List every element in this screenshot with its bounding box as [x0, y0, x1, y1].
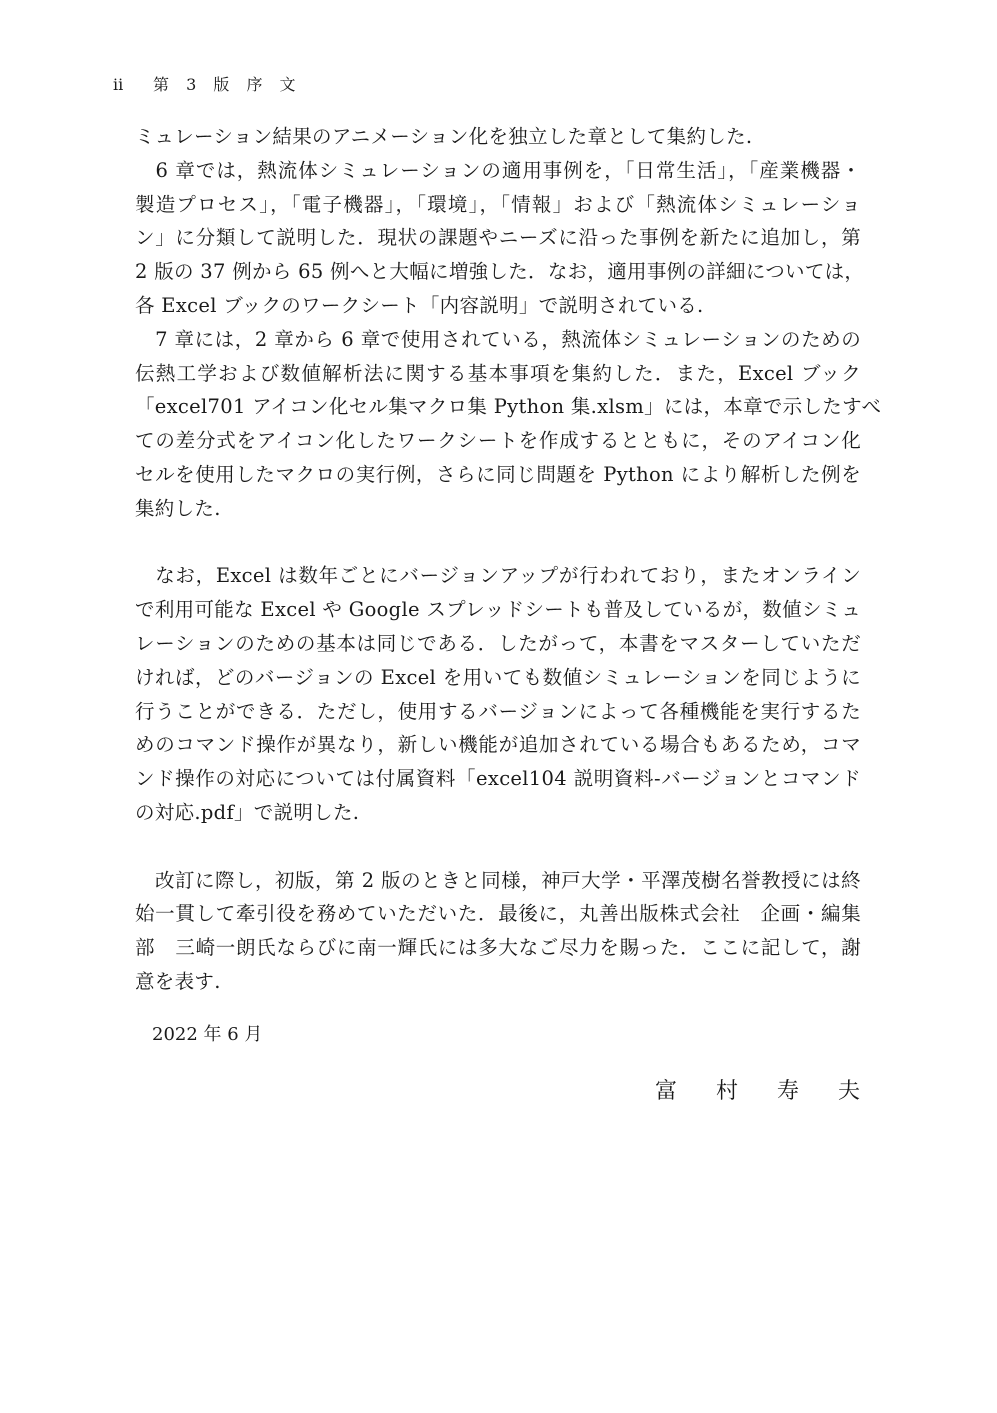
text-line: レーションのための基本は同じである．したがって，本書をマスターしていただ — [135, 631, 861, 655]
text-line: なお，Excel は数年ごとにバージョンアップが行われており，またオンライン — [135, 564, 861, 588]
text-line: ンド操作の対応については付属資料「excel104 説明資料-バージョンとコマンド — [135, 767, 861, 791]
text-line: ン」に分類して説明した．現状の課題やニーズに沿った事例を新たに追加し，第 — [135, 226, 861, 250]
paragraph-continuation — [135, 120, 861, 154]
text-line: 始一貫して牽引役を務めていただいた．最後に，丸善出版株式会社 企画・編集 — [135, 902, 861, 926]
text-line: 7 章には，2 章から 6 章で使用されている，熱流体シミュレーションのための — [135, 327, 861, 351]
text-line: ての差分式をアイコン化したワークシートを作成するとともに，そのアイコン化 — [135, 429, 861, 453]
paragraph-chapter7 — [135, 323, 882, 526]
author-signature: 富 村 寿 夫 — [655, 1079, 876, 1104]
paragraph-chapter6 — [135, 154, 865, 323]
text-line: 部 三崎一朗氏ならびに南一輝氏には多大なご尽力を賜った．ここに記して，謝 — [135, 936, 861, 960]
preface-date: 2022 年 6 月 — [152, 1024, 263, 1045]
paragraph-gap — [135, 830, 861, 864]
page-number: ii — [113, 75, 124, 94]
text-line: で利用可能な Excel や Google スプレッドシートも普及しているが，数値シミュ — [135, 598, 861, 622]
paragraph-excel-versions — [135, 559, 861, 829]
text-line: めのコマンド操作が異なり，新しい機能が追加されている場合もあるため，コマ — [135, 733, 861, 757]
running-header — [113, 72, 302, 95]
text-line: 各 Excel ブックのワークシート「内容説明」で説明されている. — [135, 293, 704, 317]
paragraph-acknowledgements — [135, 864, 861, 999]
text-line: 「excel701 アイコン化セル集マクロ集 Python 集.xlsm」には，本章で示したすべ — [135, 395, 882, 419]
text-line: 2 版の 37 例から 65 例へと大幅に増強した．なお，適用事例の詳細については， — [135, 260, 865, 284]
text-line: 行うことができる．ただし，使用するバージョンによって各種機能を実行するた — [135, 699, 861, 723]
text-line: セルを使用したマクロの実行例，さらに同じ問題を Python により解析した例を — [135, 462, 861, 486]
text-line: 集約した. — [135, 496, 221, 520]
paragraph-gap — [135, 526, 861, 560]
text-line: 意を表す. — [135, 969, 221, 993]
text-line: ければ，どのバージョンの Excel を用いても数値シミュレーションを同じように — [135, 665, 861, 689]
text-line: の対応.pdf」で説明した. — [135, 800, 360, 824]
section-title: 第 3 版 序 文 — [153, 75, 302, 94]
text-line: 6 章では，熱流体シミュレーションの適用事例を，「日常生活」，「産業機器・ — [135, 158, 861, 182]
text-line: 伝熱工学および数値解析法に関する基本事項を集約した．また，Excel ブック — [135, 361, 861, 385]
text-line: 製造プロセス」，「電子機器」，「環境」，「情報」および「熱流体シミュレーショ — [135, 192, 861, 216]
text-line: 改訂に際し，初版，第 2 版のときと同様，神戸大学・平澤茂樹名誉教授には終 — [135, 868, 861, 892]
preface-body — [135, 120, 882, 999]
text-line: ミュレーション結果のアニメーション化を独立した章として集約した. — [135, 125, 753, 148]
